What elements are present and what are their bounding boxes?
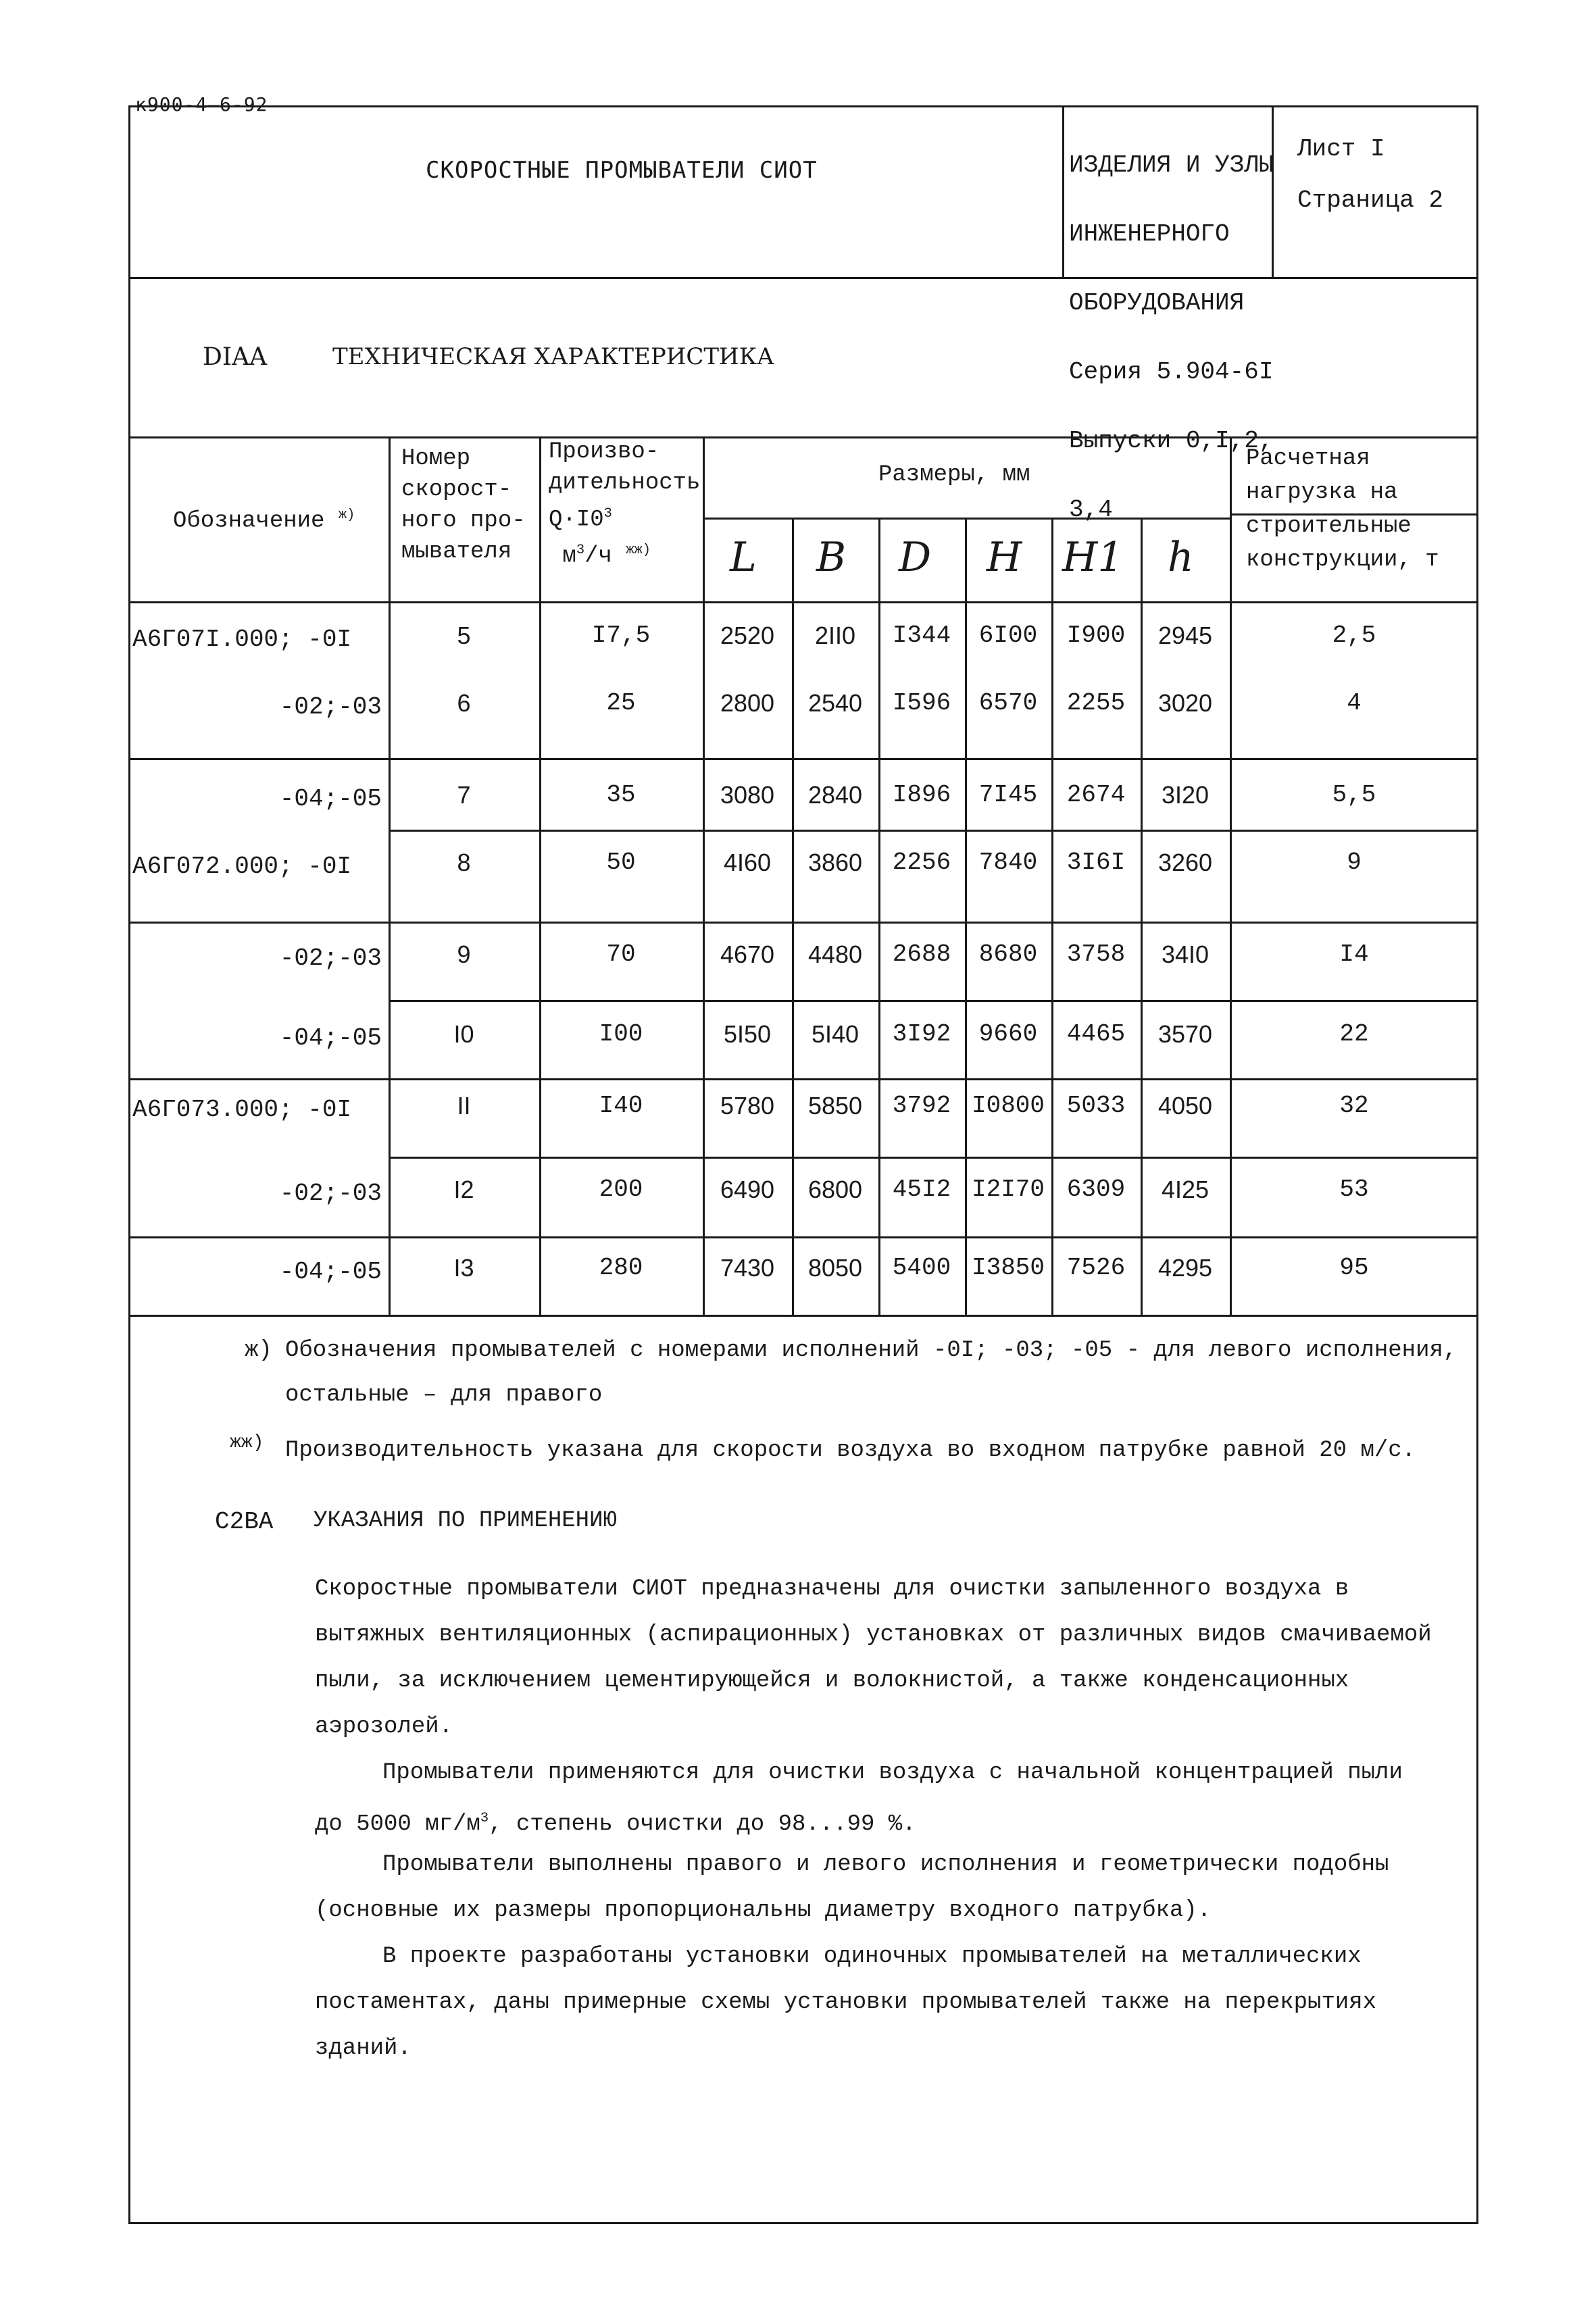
cell-q: I00 [599,1020,643,1048]
cell-d: I596 [892,689,951,717]
dim-symbol-H1: H1 [1062,534,1124,581]
paragraph-2 [315,1750,1403,1847]
series-line: 3,4 [1069,496,1113,524]
cell-n: II [457,1092,471,1120]
cell-designation: -04;-05 [279,1258,382,1286]
header-capacity-units [549,535,700,572]
section1-code: DIAA [203,343,268,371]
cell-b: 5I40 [811,1020,859,1048]
header-capacity [549,436,700,572]
paragraph-line: Промыватели выполнены правого и левого исполнения и геометрически подобны [382,1852,1389,1878]
header-capacity-m: м [562,543,576,570]
cell-n: 8 [457,849,471,876]
cell-h1: 6309 [1066,1176,1126,1203]
section2-code: С2ВА [215,1508,274,1536]
header-designation-mark: ж) [338,507,355,523]
cell-designation: А6Г07I.000; -0I [132,626,352,653]
header-load-line: нагрузка на [1246,480,1398,505]
cell-designation: -04;-05 [279,785,382,813]
row-divider [389,1157,1478,1159]
cell-d: 3I92 [892,1020,951,1048]
paragraph-line: Промыватели применяются для очистки воздуха с начальной концентрацией пыли [382,1760,1403,1786]
cell-d: 3792 [892,1092,951,1120]
cell-h: 4I25 [1161,1176,1210,1203]
paragraph-line: В проекте разработаны установки одиночных промывателей на металлических [382,1944,1362,1969]
cell-h: 3260 [1157,849,1213,876]
cell-l: 3080 [720,781,775,809]
note1-mark: ж) [245,1338,272,1363]
concentration-value: до 5000 мг/м [315,1811,480,1838]
header-number-line: мывателя [401,539,512,565]
cell-q: 280 [599,1254,643,1282]
header-capacity-line: Произво- [549,439,659,465]
header-divider [128,277,1478,279]
cell-load: 4 [1347,689,1362,717]
cell-b: 4480 [807,940,863,968]
table-bottom-border [128,1315,1478,1317]
paragraph-line: Скоростные промыватели СИОТ предназначены для очистки запыленного воздуха в [315,1576,1349,1602]
cell-h: 6I00 [978,622,1038,649]
cell-h: I3850 [971,1254,1045,1282]
cell-n: 7 [457,781,471,809]
header-number-line: Номер [401,446,471,472]
header-load-line: Расчетная [1246,446,1370,472]
cell-l: 4670 [720,940,775,968]
cell-d: 5400 [892,1254,951,1282]
cell-h: 6570 [978,689,1038,717]
cell-load: I4 [1339,940,1369,968]
cell-n: I3 [453,1254,474,1282]
row-divider [128,1236,1478,1238]
dim-symbol-H: H [987,534,1022,581]
header-capacity-exp: 3 [603,506,612,522]
cell-load: 53 [1339,1176,1369,1203]
cell-l: 6490 [720,1176,775,1203]
cell-designation: А6Г073.000; -0I [132,1096,352,1124]
page-number: Страница 2 [1297,186,1444,214]
header-capacity-q: Q·I0 [549,507,604,533]
cell-designation: -04;-05 [279,1024,382,1052]
cell-designation: -02;-03 [279,1180,382,1207]
series-line: Серия 5.904-6I [1069,358,1274,386]
sheet-number: Лист I [1297,135,1385,163]
paragraph-3 [315,1842,1389,1934]
header-capacity-per-hour: /ч [584,543,612,570]
header-capacity-formula [549,499,700,535]
cell-load: 5,5 [1332,781,1376,809]
paragraph-line: (основные их размеры пропорциональны диаметру входного патрубка). [315,1898,1212,1923]
cell-l: 4I60 [723,849,772,876]
paragraph-line: вытяжных вентиляционных (аспирационных) установках от различных видов смачиваемой [315,1622,1432,1648]
cell-h: 9660 [978,1020,1038,1048]
cell-h: 4050 [1157,1092,1213,1120]
header-capacity-line: дительность [549,470,701,496]
cell-n: 5 [457,622,471,649]
table-top-border [128,436,1478,438]
cell-h: I2I70 [971,1176,1045,1203]
paragraph-line [315,1796,1403,1847]
series-line: ОБОРУДОВАНИЯ [1069,289,1245,317]
cell-d: 2688 [892,940,951,968]
cell-h1: 4465 [1066,1020,1126,1048]
cell-d: 45I2 [892,1176,951,1203]
dim-symbol-D: D [899,534,932,581]
section1-title: ТЕХНИЧЕСКАЯ ХАРАКТЕРИСТИКА [332,343,774,370]
cell-n: I2 [453,1176,474,1203]
cell-q: I40 [599,1092,643,1120]
cell-h1: 2674 [1066,781,1126,809]
cell-n: 6 [457,689,471,717]
cell-load: 22 [1339,1020,1369,1048]
concentration-exp: 3 [480,1811,489,1826]
paragraph-line: аэрозолей. [315,1714,453,1740]
cell-b: 2840 [807,781,863,809]
cell-h: 34I0 [1161,940,1210,968]
series-line: ИЗДЕЛИЯ И УЗЛЫ [1069,151,1274,179]
cell-q: I7,5 [591,622,651,649]
header-separator-1 [1062,105,1064,278]
header-load-line: строительные [1246,513,1412,539]
paragraph-line: пыли, за исключением цементирующейся и волокнистой, а также конденсационных [315,1668,1349,1694]
header-capacity-units-exp: 3 [576,543,585,559]
cell-l: 5780 [720,1092,775,1120]
series-line: ИНЖЕНЕРНОГО [1069,220,1230,248]
cell-b: 2540 [807,689,863,717]
cell-n: I0 [453,1020,474,1048]
cell-load: 95 [1339,1254,1369,1282]
efficiency-text: , степень очистки до 98...99 %. [489,1811,916,1838]
header-number [401,443,526,568]
cell-d: 2256 [892,849,951,876]
row-divider [389,1000,1478,1002]
cell-designation: -02;-03 [279,945,382,972]
cell-load: 2,5 [1332,622,1376,649]
series-info [1069,108,1273,545]
cell-h: 4295 [1157,1254,1213,1282]
table-header-bottom [128,601,1478,603]
header-load [1246,442,1439,577]
cell-designation: А6Г072.000; -0I [132,853,352,880]
cell-h1: 3I6I [1066,849,1126,876]
document-code: к900-4—6-92 [135,93,268,116]
row-divider [128,922,1478,924]
header-designation [173,500,355,536]
cell-d: I896 [892,781,951,809]
note2-mark: жж) [230,1432,264,1453]
cell-h1: 2255 [1066,689,1126,717]
cell-b: 5850 [807,1092,863,1120]
row-divider [128,1078,1478,1080]
cell-b: 2II0 [814,622,856,649]
dim-symbol-h: h [1168,534,1194,581]
cell-l: 5I50 [723,1020,772,1048]
cell-l: 2800 [720,689,775,717]
cell-h: I0800 [971,1092,1045,1120]
series-line: Выпуски 0,I,2, [1069,427,1274,455]
header-dimensions: Размеры, мм [878,462,1030,488]
paragraph-1 [315,1566,1432,1750]
cell-load: 9 [1347,849,1362,876]
row-divider [128,758,1478,760]
cell-q: 25 [606,689,636,717]
row-divider [389,830,1478,832]
cell-load: 32 [1339,1092,1369,1120]
cell-h: 3570 [1157,1020,1213,1048]
document-title: СКОРОСТНЫЕ ПРОМЫВАТЕЛИ СИОТ [426,157,818,184]
cell-q: 200 [599,1176,643,1203]
cell-h1: 7526 [1066,1254,1126,1282]
cell-designation: -02;-03 [279,693,382,721]
paragraph-line: постаментах, даны примерные схемы установки промывателей также на перекрытиях [315,1990,1377,2015]
cell-h: 7840 [978,849,1038,876]
dim-symbol-B: B [816,534,847,581]
header-load-line: конструкции, т [1246,547,1439,573]
cell-q: 70 [606,940,636,968]
cell-l: 7430 [720,1254,775,1282]
paragraph-4 [315,1934,1376,2071]
cell-h1: I900 [1066,622,1126,649]
cell-h: 3I20 [1161,781,1210,809]
cell-q: 50 [606,849,636,876]
header-capacity-mark: жж) [626,543,651,559]
dim-symbol-L: L [730,534,757,581]
note1-line1: Обозначения промывателей с номерами исполнений -0I; -03; -05 - для левого исполнения, [285,1338,1457,1363]
cell-n: 9 [457,940,471,968]
cell-b: 3860 [807,849,863,876]
cell-h: 7I45 [978,781,1038,809]
cell-h1: 5033 [1066,1092,1126,1120]
cell-d: I344 [892,622,951,649]
cell-h: 8680 [978,940,1038,968]
cell-h: 2945 [1157,622,1213,649]
cell-h1: 3758 [1066,940,1126,968]
note2-text: Производительность указана для скорости воздуха во входном патрубке равной 20 м/с. [285,1438,1416,1463]
cell-b: 8050 [807,1254,863,1282]
header-number-line: скорост- [401,477,512,503]
header-number-line: ного про- [401,508,526,534]
paragraph-line: зданий. [315,2036,412,2061]
cell-l: 2520 [720,622,775,649]
cell-b: 6800 [807,1176,863,1203]
section2-title: УКАЗАНИЯ ПО ПРИМЕНЕНИЮ [314,1508,617,1534]
header-designation-label: Обозначение [173,508,325,534]
note1-line2: остальные – для правого [285,1382,603,1408]
cell-q: 35 [606,781,636,809]
cell-h: 3020 [1157,689,1213,717]
